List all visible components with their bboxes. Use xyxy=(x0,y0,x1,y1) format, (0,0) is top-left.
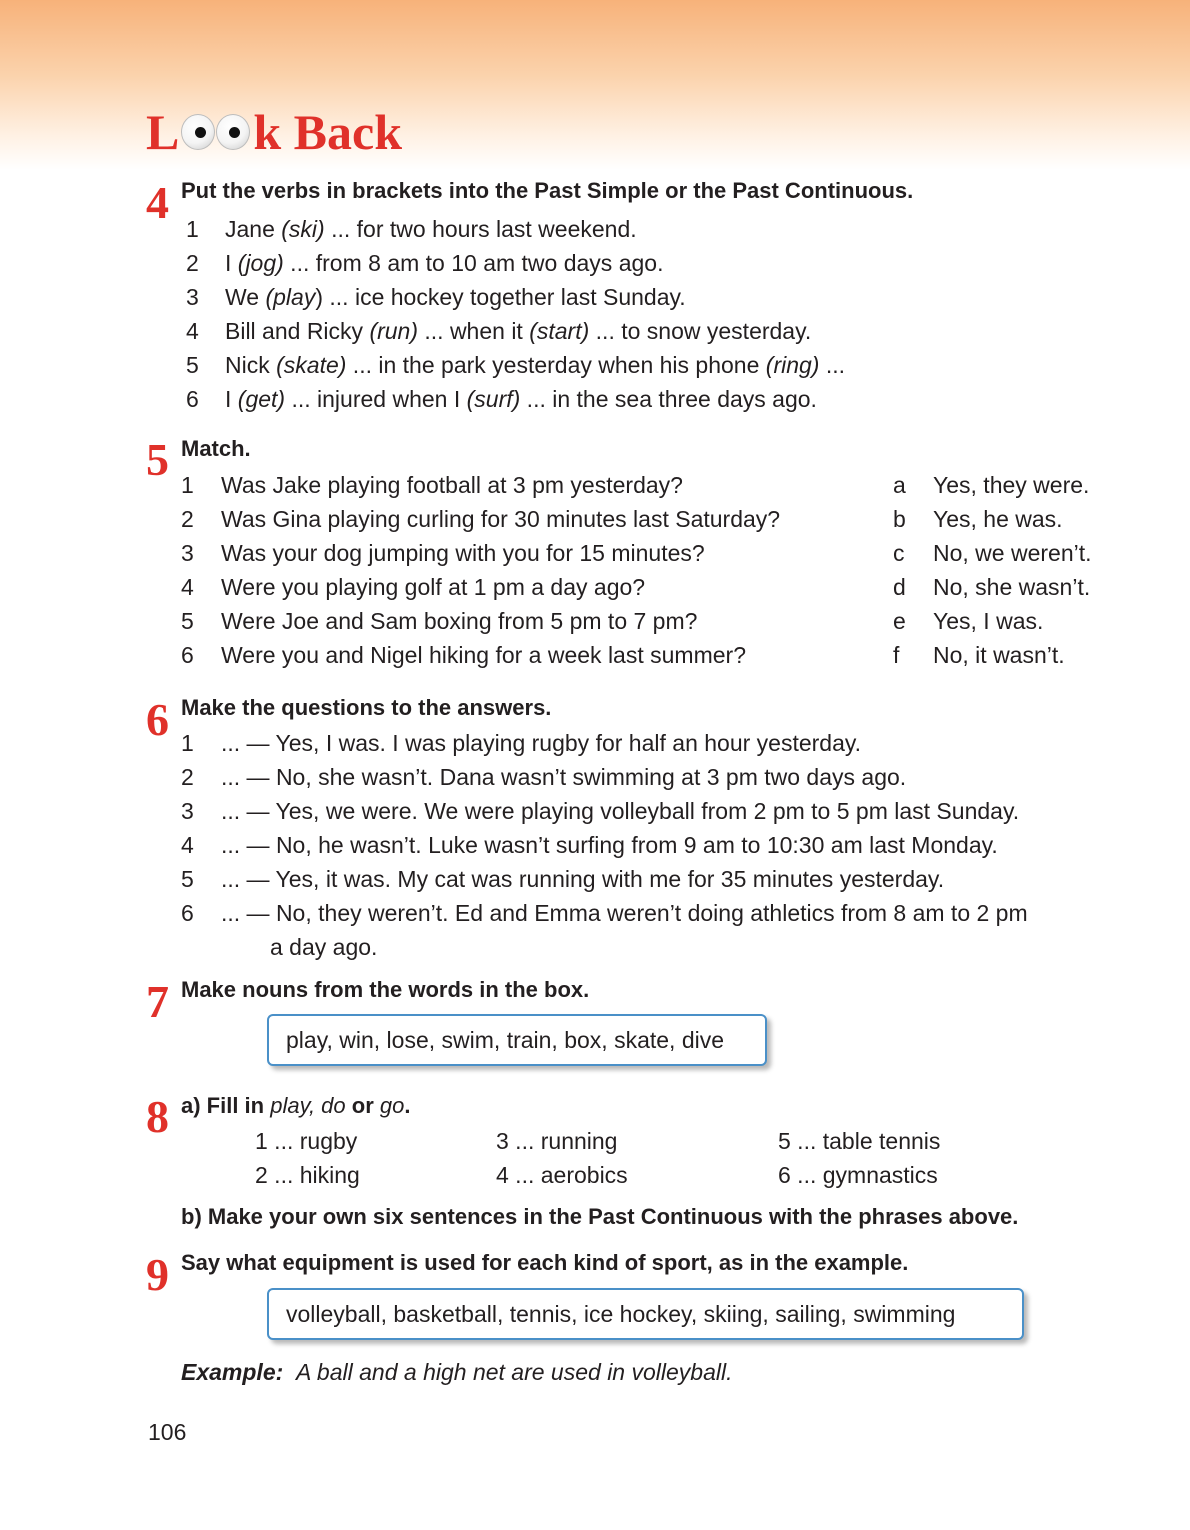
exercise-9-number: 9 xyxy=(146,1249,169,1300)
item-number: 1 xyxy=(181,730,194,756)
question-text: Were Joe and Sam boxing from 5 pm to 7 pm? xyxy=(221,608,698,634)
page-title xyxy=(146,102,402,162)
exercise-4-number: 4 xyxy=(146,177,169,228)
item-text: I (get) ... injured when I (surf) ... in the sea three days ago. xyxy=(225,386,817,412)
item-text: We (play) ... ice hockey together last Sunday. xyxy=(225,284,686,310)
answer-text: No, she wasn’t. xyxy=(933,574,1091,600)
question-text: Were you playing golf at 1 pm a day ago? xyxy=(221,574,646,600)
answer-letter: e xyxy=(893,608,906,634)
item-text: ... — Yes, it was. My cat was running with me for 35 minutes yesterday. xyxy=(221,866,945,892)
item-number: 2 xyxy=(181,764,194,790)
answer-text: Yes, he was. xyxy=(933,506,1063,532)
exercise-8-number: 8 xyxy=(146,1091,169,1142)
fill-item: 1 ... rugby xyxy=(255,1128,358,1154)
item-text: Bill and Ricky (run) ... when it (start) ... to snow yesterday. xyxy=(225,318,812,344)
item-number: 3 xyxy=(181,540,194,566)
example-text: A ball and a high net are used in volleyball. xyxy=(296,1359,733,1385)
fill-item: 5 ... table tennis xyxy=(778,1128,941,1154)
item-number: 3 xyxy=(181,798,194,824)
item-number: 5 xyxy=(186,352,199,378)
exercise-6-number: 6 xyxy=(146,694,169,745)
right-eye-icon xyxy=(216,114,250,150)
item-number: 1 xyxy=(186,216,199,242)
title-rest: k Back xyxy=(253,104,403,160)
exercise-8b-instruction: b) Make your own six sentences in the Past Continuous with the phrases above. xyxy=(181,1204,1019,1229)
answer-letter: c xyxy=(893,540,905,566)
question-text: Was your dog jumping with you for 15 minutes? xyxy=(221,540,705,566)
item-number: 6 xyxy=(181,642,194,668)
page-number: 106 xyxy=(148,1419,187,1445)
answer-letter: a xyxy=(893,472,906,498)
answer-text: No, we weren’t. xyxy=(933,540,1092,566)
item-number: 6 xyxy=(186,386,199,412)
fill-item: 4 ... aerobics xyxy=(496,1162,628,1188)
item-number: 2 xyxy=(181,506,194,532)
word-box: play, win, lose, swim, train, box, skate, dive xyxy=(267,1014,767,1066)
item-text: ... — Yes, we were. We were playing volleyball from 2 pm to 5 pm last Sunday. xyxy=(221,798,1020,824)
item-number: 1 xyxy=(181,472,194,498)
exercise-7-instruction: Make nouns from the words in the box. xyxy=(181,977,590,1002)
answer-letter: b xyxy=(893,506,906,532)
item-text: I (jog) ... from 8 am to 10 am two days ago. xyxy=(225,250,664,276)
fill-item: 2 ... hiking xyxy=(255,1162,360,1188)
word-box: volleyball, basketball, tennis, ice hockey, skiing, sailing, swimming xyxy=(267,1288,1024,1340)
title-letter-l: L xyxy=(146,104,180,160)
exercise-5-instruction: Match. xyxy=(181,436,251,461)
item-number: 4 xyxy=(181,832,194,858)
answer-letter: f xyxy=(893,642,900,668)
answer-text: Yes, they were. xyxy=(933,472,1090,498)
answer-text: No, it wasn’t. xyxy=(933,642,1065,668)
answer-letter: d xyxy=(893,574,906,600)
item-number: 4 xyxy=(181,574,194,600)
item-number: 3 xyxy=(186,284,199,310)
exercise-7-number: 7 xyxy=(146,976,169,1027)
question-text: Were you and Nigel hiking for a week last summer? xyxy=(221,642,746,668)
item-text: ... — No, he wasn’t. Luke wasn’t surfing from 9 am to 10:30 am last Monday. xyxy=(221,832,998,858)
item-number: 6 xyxy=(181,900,194,926)
answer-text: Yes, I was. xyxy=(933,608,1044,634)
example-line xyxy=(181,1359,733,1387)
item-text: ... — No, they weren’t. Ed and Emma weren’t doing athletics from 8 am to 2 pm xyxy=(221,900,1028,926)
exercise-9-instruction: Say what equipment is used for each kind of sport, as in the example. xyxy=(181,1250,909,1275)
item-text: Nick (skate) ... in the park yesterday when his phone (ring) ... xyxy=(225,352,846,378)
item-number: 4 xyxy=(186,318,199,344)
exercise-5-number: 5 xyxy=(146,434,169,485)
fill-item: 3 ... running xyxy=(496,1128,618,1154)
item-text: ... — No, she wasn’t. Dana wasn’t swimming at 3 pm two days ago. xyxy=(221,764,907,790)
left-eye-icon xyxy=(181,114,215,150)
question-text: Was Jake playing football at 3 pm yesterday? xyxy=(221,472,683,498)
eyes-icon xyxy=(181,114,250,150)
item-number: 2 xyxy=(186,250,199,276)
item-number: 5 xyxy=(181,608,194,634)
item-text: Jane (ski) ... for two hours last weekend. xyxy=(225,216,637,242)
question-text: Was Gina playing curling for 30 minutes last Saturday? xyxy=(221,506,781,532)
example-label: Example: xyxy=(181,1359,284,1385)
item-number: 5 xyxy=(181,866,194,892)
item-text: ... — Yes, I was. I was playing rugby for half an hour yesterday. xyxy=(221,730,862,756)
fill-item: 6 ... gymnastics xyxy=(778,1162,938,1188)
exercise-8a-instruction: a) Fill in play, do or go. xyxy=(181,1093,411,1118)
exercise-4-instruction: Put the verbs in brackets into the Past Simple or the Past Continuous. xyxy=(181,178,914,203)
exercise-6-instruction: Make the questions to the answers. xyxy=(181,695,552,720)
item-continuation: a day ago. xyxy=(270,934,378,960)
